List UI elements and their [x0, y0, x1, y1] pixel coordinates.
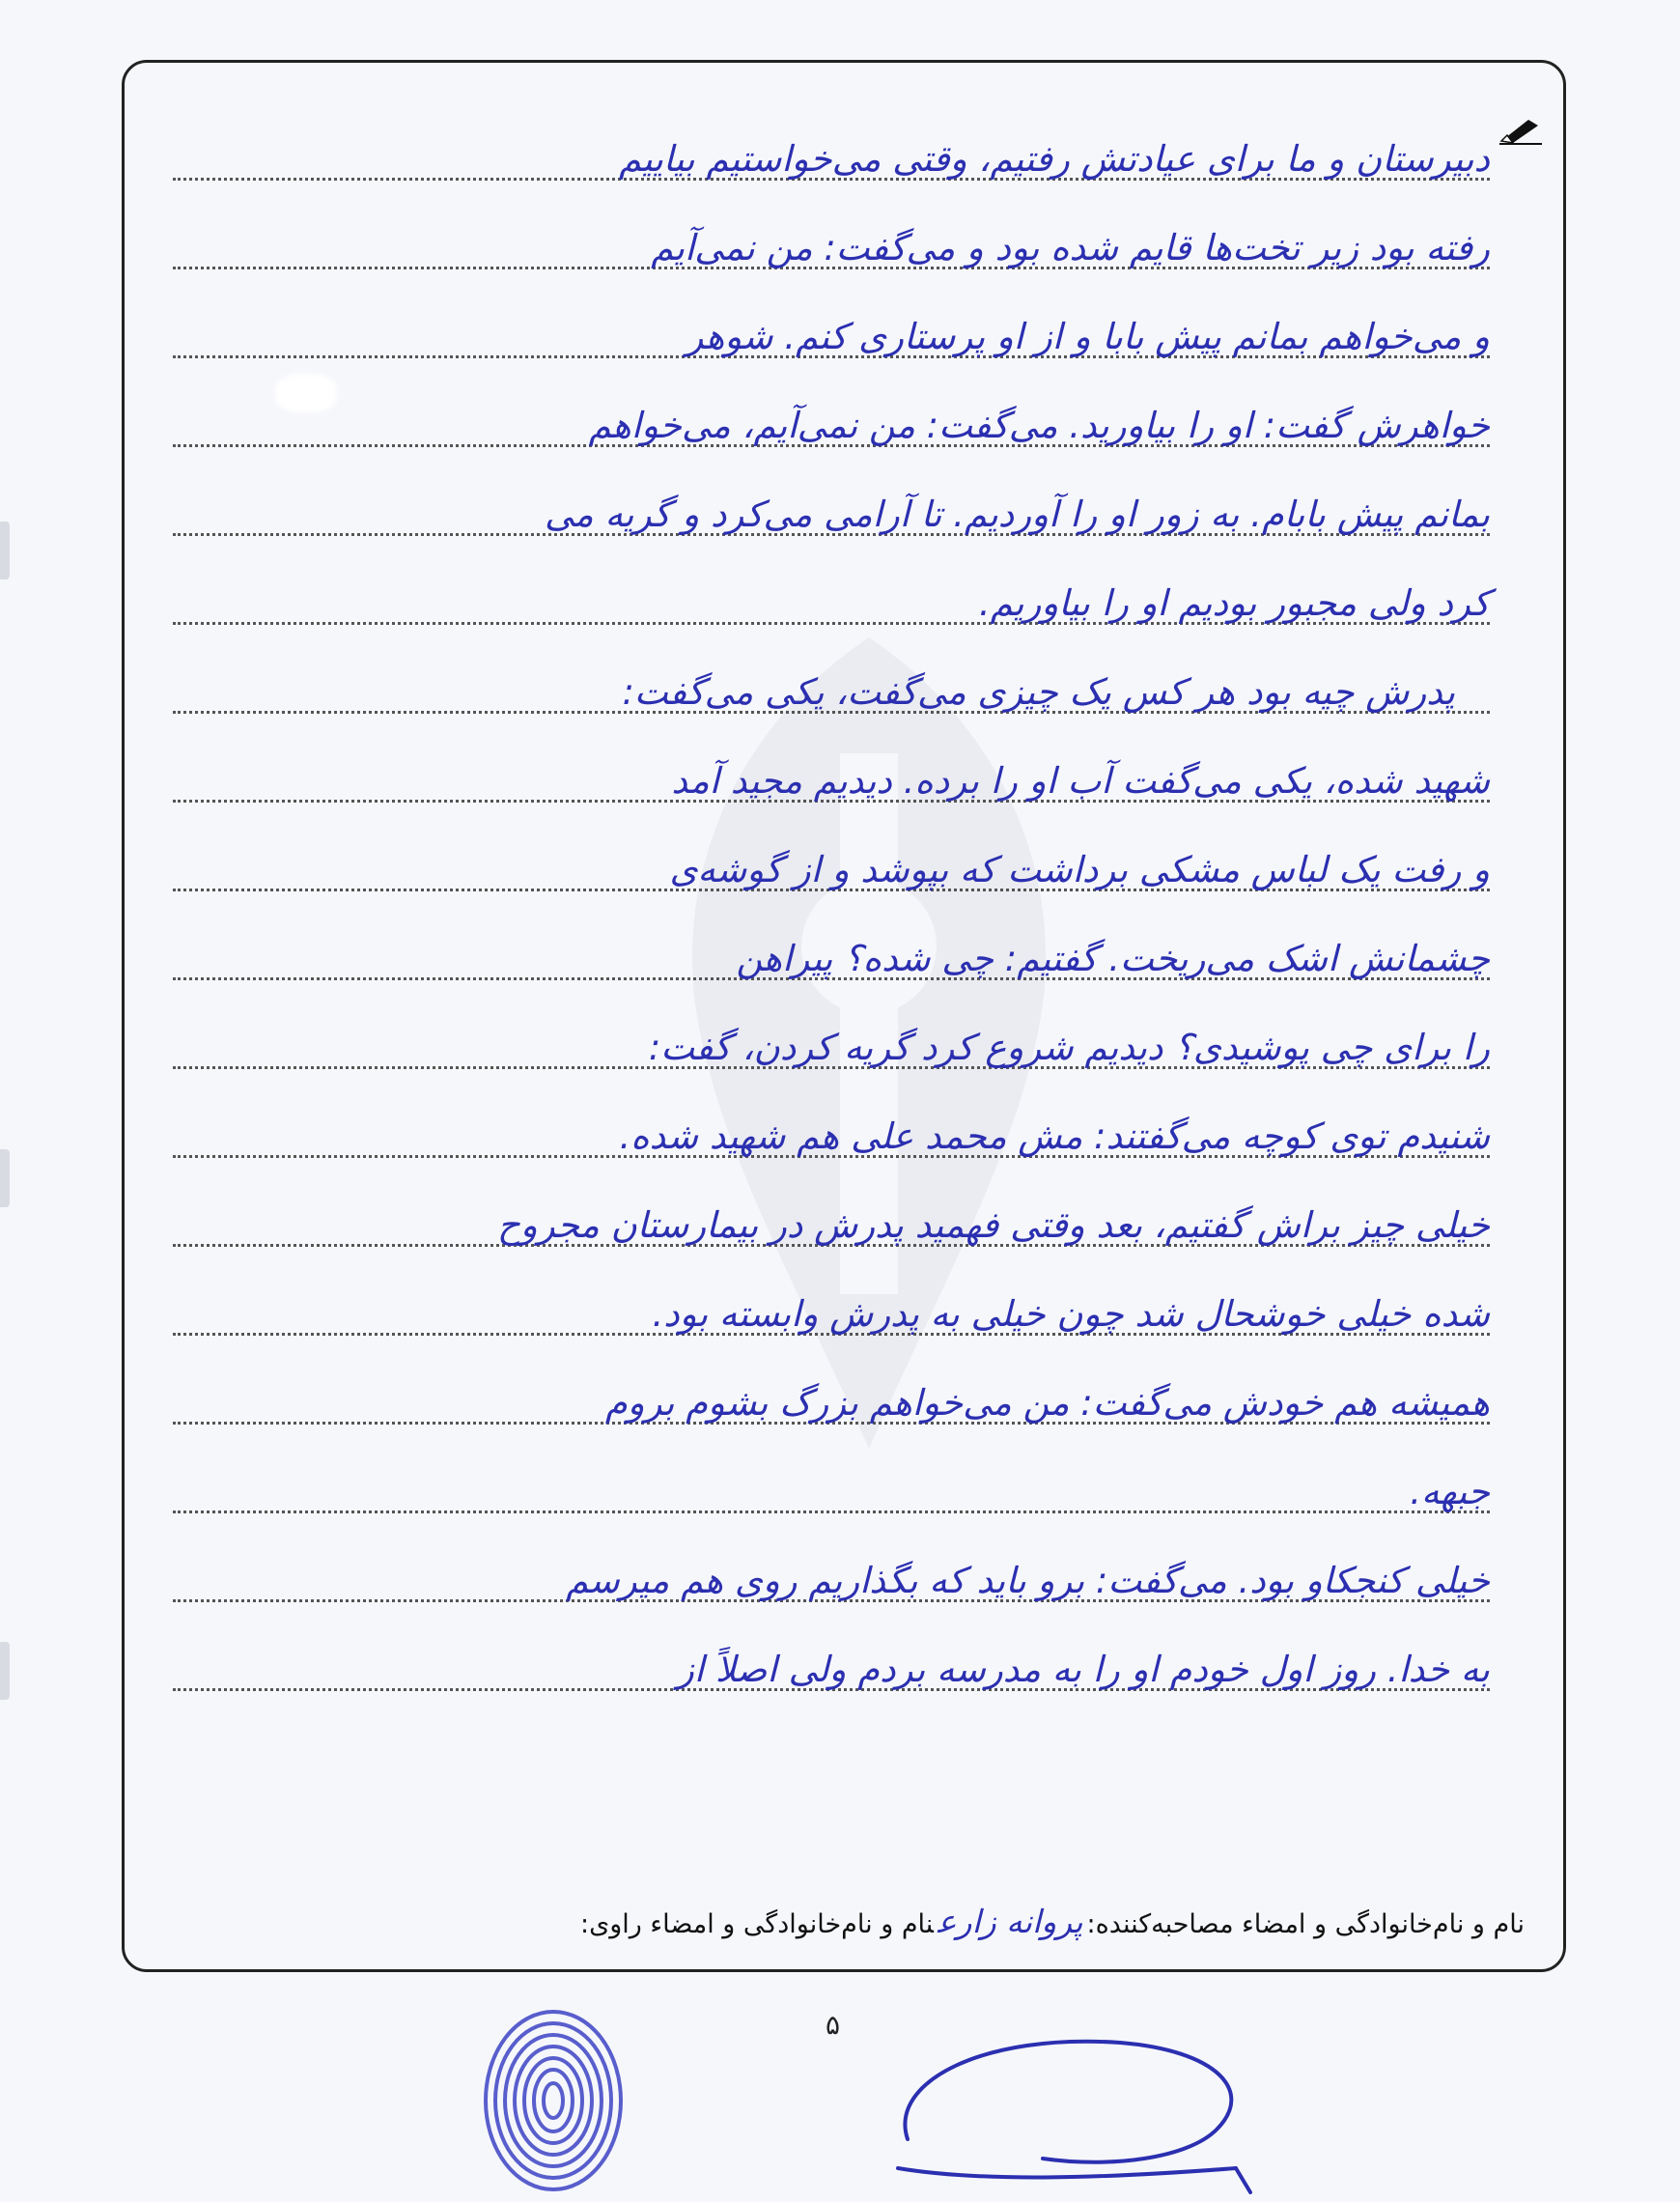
pen-icon — [1499, 116, 1542, 145]
text-line: کرد ولی مجبور بودیم او را بیاوریم. — [173, 546, 1490, 635]
text-line: همیشه هم خودش می‌گفت: من می‌خواهم بزرگ بشوم بروم — [173, 1345, 1490, 1434]
page-frame — [122, 60, 1566, 1972]
page-number: ۵ — [826, 2009, 841, 2041]
text-line: جبهه. — [173, 1434, 1490, 1523]
text-line: شده خیلی خوشحال شد چون خیلی به پدرش وابسته بود. — [173, 1256, 1490, 1345]
text-line: پدرش چیه بود هر کس یک چیزی می‌گفت، یکی می‌گفت: — [173, 635, 1490, 723]
text-line: و رفت یک لباس مشکی برداشت که بپوشد و از گوشه‌ی — [173, 812, 1490, 901]
binder-hole — [0, 522, 10, 579]
text-line: شنیدم توی کوچه می‌گفتند: مش محمد علی هم شهید شده. — [173, 1079, 1490, 1168]
text-line: بمانم پیش بابام. به زور او را آوردیم. تا آرامی می‌کرد و گریه می‌ — [173, 457, 1490, 546]
binder-hole — [0, 1642, 10, 1700]
text-line: دبیرستان و ما برای عیادتش رفتیم، وقتی می‌خواستیم بیاییم — [173, 101, 1490, 190]
narrator-label: نام و نام‌خانوادگی و امضاء راوی: — [580, 1909, 934, 1939]
text-line: رفته بود زیر تخت‌ها قایم شده بود و می‌گفت: من نمی‌آیم — [173, 190, 1490, 279]
text-line: خواهرش گفت: او را بیاورید. می‌گفت: من نمی‌آیم، می‌خواهم — [173, 368, 1490, 457]
text-line: را برای چی پوشیدی؟ دیدیم شروع کرد گریه کردن، گفت: — [173, 990, 1490, 1079]
interviewer-label: نام و نام‌خانوادگی و امضاء مصاحبه‌کننده: — [1086, 1909, 1525, 1939]
text-line: و می‌خواهم بمانم پیش بابا و از او پرستاری کنم. شوهر — [173, 279, 1490, 368]
text-line: شهید شده، یکی می‌گفت آب او را برده. دیدیم مجید آمد — [173, 723, 1490, 812]
signature — [869, 2023, 1274, 2202]
text-line: به خدا. روز اول خودم او را به مدرسه بردم ولی اصلاً از — [173, 1612, 1490, 1701]
signature-footer — [159, 1903, 1525, 1940]
interviewer-name: پروانه زارع — [937, 1903, 1083, 1940]
text-line: چشمانش اشک می‌ریخت. گفتیم: چی شده؟ پیراهن — [173, 901, 1490, 990]
text-line: خیلی کنجکاو بود. می‌گفت: برو باید که بگذاریم روی هم میرسم — [173, 1523, 1490, 1612]
binder-hole — [0, 1149, 10, 1207]
fingerprint-stamp — [471, 1999, 635, 2202]
handwritten-text — [173, 101, 1490, 1701]
text-line: خیلی چیز براش گفتیم، بعد وقتی فهمید پدرش در بیمارستان مجروح — [173, 1168, 1490, 1256]
